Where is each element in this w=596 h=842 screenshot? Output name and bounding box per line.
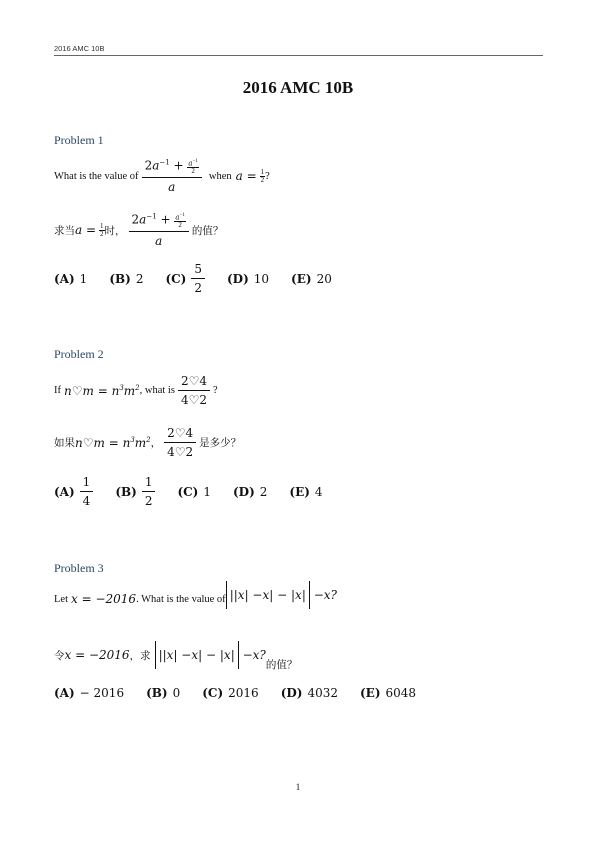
running-header: 2016 AMC 10B: [54, 44, 105, 53]
p3-choice-d[interactable]: (D) 4032: [280, 686, 338, 700]
p1-en-mid: when: [208, 170, 232, 182]
p3-choice-a[interactable]: (A) − 2016: [54, 686, 125, 700]
problem-3-statement-zh: 令 x = −2016 ，求 | | x | − x | − | x | − x ? 的值？: [54, 640, 297, 670]
p3-zh-mid: ，求: [129, 650, 151, 662]
p2-zh-end: 是多少？: [199, 438, 242, 449]
p1-condition: a =: [235, 169, 257, 184]
p1-choice-c[interactable]: (C) $\frac{5}{2}$: [165, 262, 205, 295]
problem-1-choices: [54, 262, 354, 295]
p3-choice-c[interactable]: (C) 2016: [202, 686, 259, 700]
p3-zh-pre: 令: [54, 650, 65, 662]
problem-1-statement-zh: 求当 a = $\frac{1}{2}$ 时， $2a^{-1}$ + $\frac{a^{-1}}{2}$ a 的值？: [54, 212, 224, 249]
p3-en-pre: Let: [54, 593, 68, 605]
p1-choice-e[interactable]: (E) 20: [291, 271, 332, 286]
p1-en-pre: What is the value of: [54, 170, 139, 182]
p3-choice-b[interactable]: (B) 0: [146, 686, 181, 700]
p2-en-end: ?: [212, 385, 218, 396]
p1-zh-mid: 时，: [104, 225, 126, 237]
problem-2-heading: Problem 2: [54, 347, 104, 361]
problem-2-statement-zh: 如果 n♡m = $n^3m^2$ ， $\frac{2♡4}{4♡2}$ 是多少？: [54, 426, 242, 459]
header-rule: [54, 55, 543, 56]
p3-expression-en: | | x | − x | − | x | − x ?: [226, 580, 337, 610]
p1-zh-pre: 求当: [54, 225, 75, 237]
p3-zh-end: 的值？: [265, 660, 298, 671]
p2-en-pre: If: [54, 385, 61, 396]
problem-3-heading: Problem 3: [54, 561, 104, 575]
p2-choice-e[interactable]: (E) 4: [289, 484, 323, 499]
p2-zh-mid: ，: [150, 438, 162, 449]
problem-3-choices: [54, 686, 438, 700]
problem-3-statement-en: Let x = −2016 . What is the value of | | x | − x | − | x | − x ?: [54, 588, 337, 610]
p3-en-mid: . What is the value of: [136, 593, 226, 605]
p3-choice-e[interactable]: (E) 6048: [360, 686, 417, 700]
problem-2-choices: [54, 475, 345, 508]
problem-2-statement-en: If n♡m = $n^3m^2$ , what is $\frac{2♡4}{4♡2}$ ?: [54, 374, 218, 407]
p3-expression-zh: | | x | − x | − | x | − x ?: [155, 640, 266, 670]
page-number: 1: [295, 782, 301, 792]
p1-main-fraction: $2a^{-1}$ + $\frac{a^{-1}}{2}$ a: [142, 158, 202, 194]
p2-choice-b[interactable]: (B) $\frac{1}{2}$: [115, 475, 155, 508]
problem-1-heading: Problem 1: [54, 133, 104, 147]
p1-choice-d[interactable]: (D) 10: [227, 271, 270, 286]
p1-en-end: ?: [265, 170, 270, 182]
p2-zh-pre: 如果: [54, 438, 75, 449]
p2-choice-d[interactable]: (D) 2: [233, 484, 268, 499]
document-title: 2016 AMC 10B: [242, 78, 354, 97]
p2-en-mid: , what is: [139, 385, 175, 396]
p2-choice-a[interactable]: (A) $\frac{1}{4}$: [54, 475, 93, 508]
p2-choice-c[interactable]: (C) 1: [177, 484, 211, 499]
problem-1-statement-en: What is the value of $2a^{-1}$ + $\frac{a^{-1}}{2}$ a when a = $\frac{1}{2}$ ?: [54, 158, 270, 195]
p1-zh-end: 的值？: [191, 225, 224, 237]
p1-choice-b[interactable]: (B) 2: [109, 271, 144, 286]
p1-choice-a[interactable]: (A) 1: [54, 271, 88, 286]
